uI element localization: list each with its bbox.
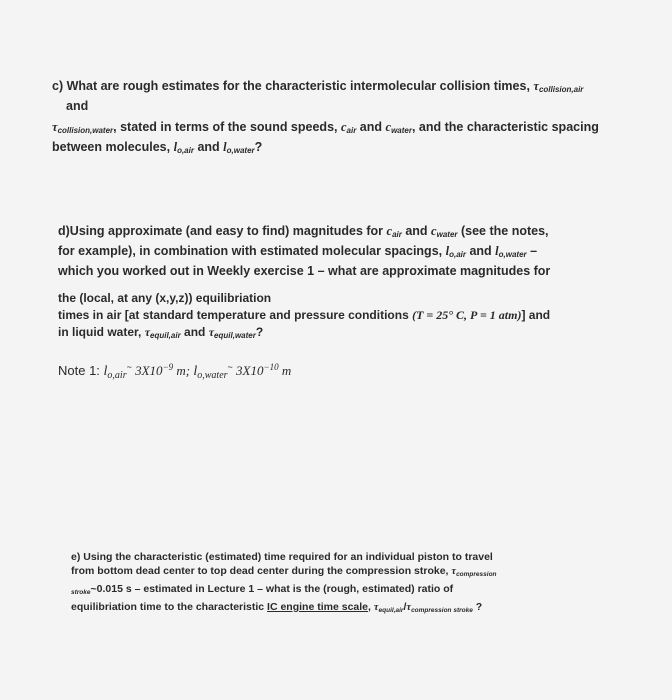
- question-d-continued: [58, 290, 550, 344]
- question-d-line-1: d)Using approximate (and easy to find) magnitudes for $c_{air}$ and $c_{water}$ (see the notes,: [58, 224, 549, 239]
- ic-engine-time-scale-link[interactable]: IC engine time scale: [267, 601, 369, 613]
- question-d-line-5: times in air [at standard temperature and pressure conditions (T = 25° C, P = 1 atm)] and: [58, 308, 551, 322]
- question-d-line-4: the (local, at any (x,y,z)) equilibriation: [58, 291, 272, 305]
- question-e-line-2: from bottom dead center to top dead center during the compression stroke, $\tau_{compression}$: [71, 565, 497, 578]
- question-e-line-4: equilibriation time to the characteristic IC engine time scale, $\tau_{equil,air}/\tau_{compression stroke}$ ?: [71, 601, 483, 614]
- question-c-line-2: and: [66, 99, 89, 113]
- question-c-line-1: c) What are rough estimates for the characteristic intermolecular collision times, $\tau_{collision,air}$: [52, 79, 584, 94]
- question-d-line-2: for example), in combination with estimated molecular spacings, $l_{o,air}$ and $l_{o,water}$ –: [58, 244, 538, 259]
- question-d-line-3: which you worked out in Weekly exercise 1 – what are approximate magnitudes for: [58, 264, 551, 278]
- note-1: Note 1: $l_{o,air}^\sim$ $3X10^{-9}$ m; $l_{o,water}^\sim$ $3X10^{-10}$ m: [58, 362, 292, 381]
- question-c-line-4: between molecules, $l_{o,air}$ and $l_{o,water}$?: [52, 140, 263, 155]
- question-e-line-1: e) Using the characteristic (estimated) time required for an individual piston to travel: [71, 551, 493, 563]
- question-e-line-3: $_{stroke}$~0.015 s – estimated in Lecture 1 – what is the (rough, estimated) ratio of: [71, 583, 454, 596]
- question-d: [58, 223, 550, 280]
- question-c: [52, 78, 599, 159]
- question-e: [71, 550, 497, 618]
- question-c-line-3: $\tau_{collision,water}$, stated in terms of the sound speeds, $c_{air}$ and $c_{water}$, and the characteristic spacing: [52, 120, 599, 135]
- question-d-line-6: in liquid water, $\tau_{equil,air}$ and $\tau_{equil,water}$?: [58, 325, 264, 340]
